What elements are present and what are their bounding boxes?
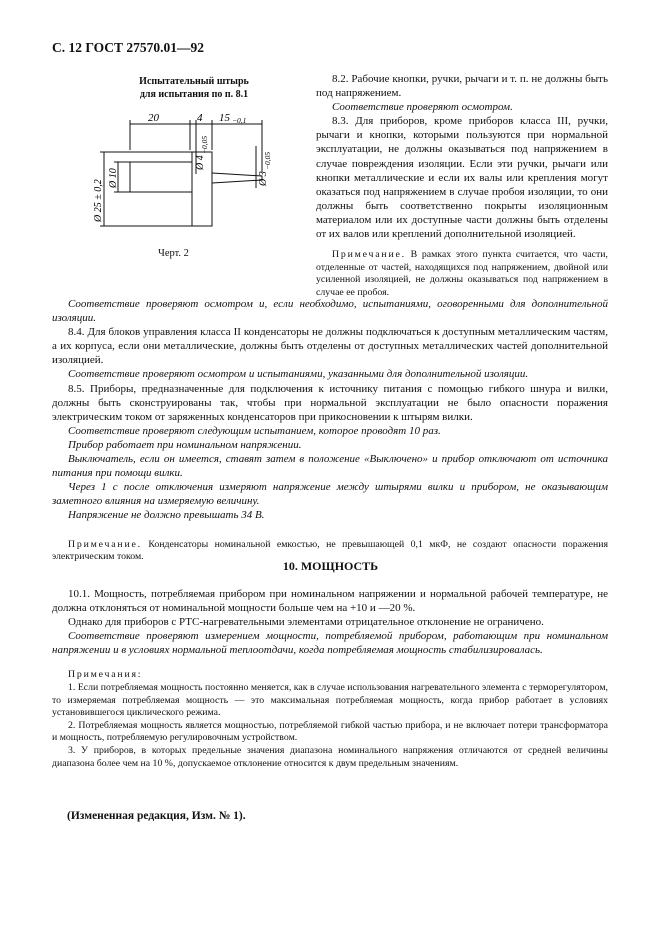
figure-caption: Черт. 2	[158, 248, 189, 259]
main-text-top	[52, 297, 608, 564]
figure-title-line-1: Испытательный штырь	[139, 76, 249, 87]
main-text-section-10	[52, 587, 608, 770]
note-10-2: 2. Потребляемая мощность является мощностью, потребляемой гибкой частью прибора, и не включает потери трансформатора и мощность, потребляемую регулировочным устройством.	[52, 719, 608, 744]
note-10-1: 1. Если потребляемая мощность постоянно меняется, как в случае использования нагревательного элемента с терморегулятором, то измеряемая потребляемая мощность — это максимальная потребляемая мощность, когда прибор работает в условиях установившегося циклического режима.	[52, 682, 608, 719]
amendment-note: (Измененная редакция, Изм. № 1).	[67, 810, 246, 822]
dim-label-15: 15	[219, 112, 230, 124]
notes-label: Примечания:	[68, 669, 143, 681]
pin-tip	[212, 173, 262, 183]
figure-title-line-2: для испытания по п. 8.1	[139, 89, 249, 100]
para-8-3: 8.3. Для приборов, кроме приборов класса III, ручки, рычаги и кнопки, которыми пользуются при нормальной эксплуатации, не должны оказываться под напряжением в случае повреждения изоляции. Если эти ручки, рычаги или кнопки металлические и если их валы или крепления могут оказаться под напряжением в случае пробоя изоляции, то они должны быть соответственно покрыты изоляционным материалом или их доступные части должны быть отделены от их валов или креплений дополнительной изоляцией.	[316, 115, 608, 241]
dim-label-4: 4	[197, 112, 203, 124]
para-8-4-compliance: Соответствие проверяют осмотром и испытаниями, указанными для дополнительной изоляции.	[68, 368, 529, 381]
pin-body	[130, 162, 192, 192]
para-10-1-compliance: Соответствие проверяют измерением мощности, потребляемой прибором, работающим при номинальном напряжении и в условиях нормальной теплоотдачи, когда потребляемая мощность стабилизировалась.	[52, 630, 608, 657]
right-column	[316, 72, 608, 300]
para-8-5-measure: Через 1 с после отключения измеряют напряжение между штырями вилки и прибором, не оказывающим заметного влияния на измеряемую величину.	[52, 481, 608, 508]
note-8-5-text: Конденсаторы номинальной емкостью, не превышающей 0,1 мкФ, не создают опасности поражения электрическим током.	[52, 538, 608, 563]
note-8-3	[316, 249, 608, 299]
dim-label-d3: Ø 3	[258, 171, 269, 186]
para-8-5-switch: Выключатель, если он имеется, ставят затем в положение «Выключено» и прибор отключают от источника питания при помощи вилки.	[52, 453, 608, 480]
dim-label-d3-tol: −0,05	[263, 151, 272, 170]
para-8-5: 8.5. Приборы, предназначенные для подключения к источнику питания с помощью гибкого шнура и вилки, должны быть сконструированы так, чтобы при нормальной эксплуатации не было опасности поражения электрическим током от заряженных конденсаторов при прикосновении к штырям вилки.	[52, 382, 608, 423]
figure-title	[115, 75, 273, 101]
para-10-1-ptc: Однако для приборов с РТС-нагревательными элементами отрицательное отклонение не ограничено.	[68, 616, 544, 629]
dim-label-d4-tol: −0,05	[200, 135, 209, 154]
note-8-5-label: Примечание.	[68, 538, 142, 550]
dim-label-d10: Ø 10	[108, 168, 119, 188]
para-8-4: 8.4. Для блоков управления класса II конденсаторы не должны подключаться к доступным металлическим частям, а их корпуса, если они металлические, должны быть отделены от доступных металлических частей дополнительной изоляцией.	[52, 326, 608, 367]
para-8-5-operation: Прибор работает при номинальном напряжении.	[68, 438, 302, 451]
dim-label-20: 20	[148, 112, 159, 124]
section-title: 10. МОЩНОСТЬ	[282, 559, 379, 573]
note-8-3-label: Примечание.	[332, 249, 406, 261]
dim-label-15-tol: −0,1	[232, 116, 247, 125]
note-10-3: 3. У приборов, в которых предельные значения диапазона номинального напряжения отличаются от средней величины диапазона более чем на 10 %, допускаемое отклонение относится к двум предельным значениям.	[52, 745, 608, 769]
note-8-3-text: В рамках этого пункта считается, что части, отделенные от частей, находящихся под напряжением, двойной или усиленной изоляцией, не должны оказываться под напряжением в случае ее пробоя.	[316, 249, 608, 298]
test-pin-drawing	[86, 110, 286, 240]
para-compliance-insulation: Соответствие проверяют осмотром и, если необходимо, испытаниями, оговоренными для дополнительной изоляции.	[52, 298, 608, 325]
para-8-2: 8.2. Рабочие кнопки, ручки, рычаги и т. п. не должны быть под напряжением.	[316, 73, 608, 100]
dim-label-d4: Ø 4	[195, 155, 206, 170]
dim-label-d25: Ø 25 ± 0,2	[93, 179, 104, 222]
para-8-2-compliance: Соответствие проверяют осмотром.	[332, 101, 513, 114]
para-8-5-limit: Напряжение не должно превышать 34 В.	[68, 509, 265, 522]
para-8-5-test: Соответствие проверяют следующим испытанием, которое проводят 10 раз.	[68, 424, 441, 437]
para-10-1: 10.1. Мощность, потребляемая прибором при номинальном напряжении и нормальной рабочей температуре, не должна отклоняться от номинальной мощности больше чем на +10 и —20 %.	[52, 588, 608, 615]
page-header: С. 12 ГОСТ 27570.01—92	[52, 40, 205, 55]
